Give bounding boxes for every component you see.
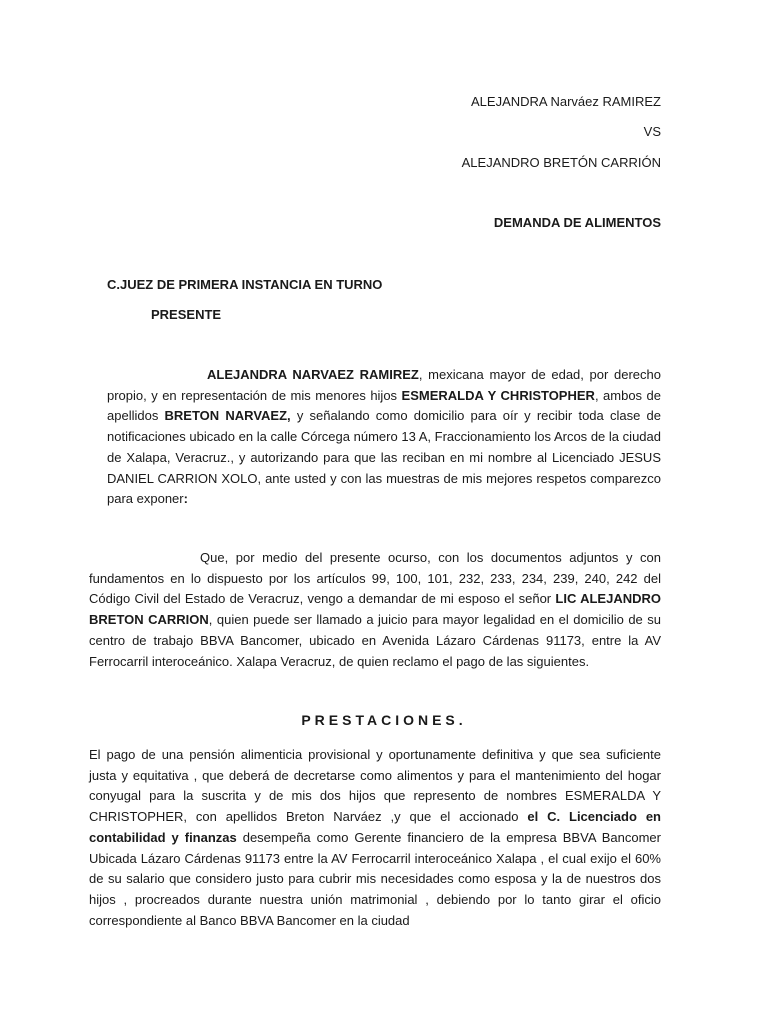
profession-bold: el C. Licenciado en contabilidad y finanzas bbox=[89, 809, 661, 845]
intro-colon: : bbox=[183, 491, 188, 507]
intro-paragraph bbox=[107, 365, 661, 510]
intro-text-1: , mexicana mayor de edad, por derecho propio, y en representación de mis menores hijos bbox=[107, 367, 661, 403]
plaintiff-name: ALEJANDRA Narváez RAMIREZ bbox=[471, 94, 661, 109]
children-surnames: BRETON NARVAEZ, bbox=[164, 408, 291, 424]
intro-text-2: , ambos de apellidos bbox=[107, 387, 661, 424]
document-title: DEMANDA DE ALIMENTOS bbox=[493, 215, 661, 230]
prestaciones-paragraph bbox=[89, 745, 661, 931]
children-names: ESMERALDA Y CHRISTOPHER bbox=[401, 387, 595, 403]
addressee-judge: C.JUEZ DE PRIMERA INSTANCIA EN TURNO bbox=[107, 277, 383, 292]
prest-text-2: desempeña como Gerente financiero de la empresa BBVA Bancomer Ubicada Lázaro Cárdenas 91173 entre la AV Ferrocarril interoceánico Xalapa , el cual exijo el 60% de su salario que considero justo para cubrir mis necesidades como esposa y la de nuestros dos hijos , procreados durante nuestra unión matrimonial , debiendo por lo tanto girar el oficio correspondiente al Banco BBVA Bancomer en la ciudad bbox=[89, 829, 661, 928]
prest-text-1: El pago de una pensión alimenticia provisional y oportunamente definitiva y que sea suficiente justa y equitativa , que deberá de decretarse como alimentos y para el mantenimiento del hogar conyugal para la suscrita y de mis dos hijos que represento de nombres ESMERALDA Y CHRISTOPHER, con apellidos Breton Narváez ,y que el accionado bbox=[89, 747, 661, 825]
prestaciones-heading: PRESTACIONES. bbox=[301, 712, 467, 728]
claim-text-2: , quien puede ser llamado a juicio para mayor legalidad en el domicilio de su centro de trabajo BBVA Bancomer, ubicado en Avenida Lázaro Cárdenas 91173, entre la AV Ferrocarril interoceánico. Xalapa Veracruz, de quien reclamo el pago de las siguientes. bbox=[89, 612, 661, 669]
versus-label: VS bbox=[643, 124, 661, 139]
defendant-bold: LIC ALEJANDRO BRETON CARRION bbox=[89, 591, 661, 628]
plaintiff-bold: ALEJANDRA NARVAEZ RAMIREZ bbox=[207, 367, 419, 382]
intro-text-3: y señalando como domicilio para oír y recibir toda clase de notificaciones ubicado en la calle Córcega número 13 A, Fraccionamiento los Arcos de la ciudad de Xalapa, Veracruz., y autorizando para que las reciban en mi nombre al Licenciado JESUS DANIEL CARRION XOLO, ante usted y con las muestras de mis mejores respetos comparezco para exponer bbox=[107, 408, 661, 507]
claim-text-1: Que, por medio del presente ocurso, con los documentos adjuntos y con fundamentos en lo dispuesto por los artículos 99, 100, 101, 232, 233, 234, 239, 240, 242 del Código Civil del Estado de Veracruz, vengo a demandar de mi esposo el señor bbox=[89, 550, 661, 607]
defendant-name: ALEJANDRO BRETÓN CARRIÓN bbox=[461, 155, 661, 170]
addressee-presente: PRESENTE bbox=[151, 307, 222, 322]
claim-paragraph bbox=[89, 548, 661, 672]
